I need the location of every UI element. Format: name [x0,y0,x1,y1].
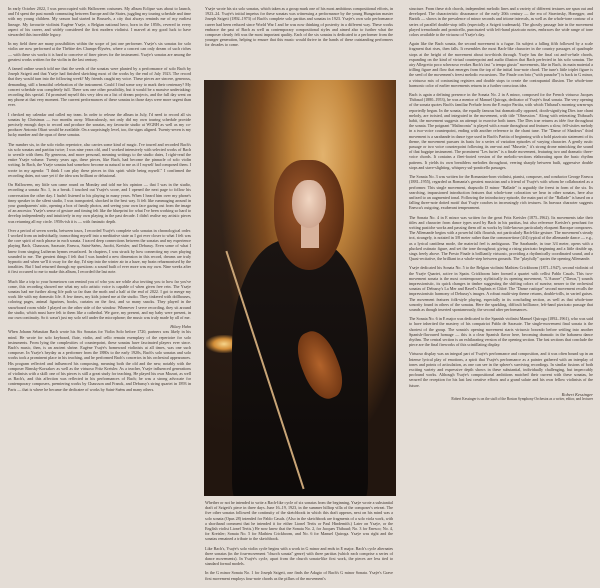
face [292,180,326,228]
paragraph: In early October 2022, I was preoccupied with Halloween costumes. My album Eclipse was about to launch, and I'd spent the past month commuting between Europe and the States, juggling my touring schedule and time with my young children. My season had started in Brussels, a city that always reminds me of my earliest lineage. My favourite violinist Eugène Ysaÿe, a Belgian national hero, born in the 1850s, revered in every aspect of his career, and widely considered the first modern violinist. I marvel at my good luck to have stewarded this incredible legacy. [8,6,191,38]
author-signature: Robert Kessinger [561,391,593,397]
paragraph: The Sonata No. 4 in E minor was written for the great Fritz Kreisler (1875–1962). Its movements take their titles and character from dance types used by Bach in his partitas, but also reference Kreisler's penchant for writing pastiche works and passing them off as works by little-known particularly eloquent Baroque composers. The Allemande begins with a powerful falls flourish, not particularly Bach-like gesture. The movement's steady trot, strangely, is notated in 3/8 meter rather than the common-time (4/4) typical of the allemande dance — e.g., as a lyrical cantilena mode, the material feel is ambiguous. The Sarabande, in true 3/4 meter, opens with a plucked ostinato figure, and set the tone throughout; giving a rising pizzicato beginning and a little double up, sings freely above. The Presto Finale is brilliantly virtuosic, providing a rhythmically coordinated sound, and a Quasi-recitative, the brilliant in a whole-step between grounds. The "playfully" quotes the opening Allemande. [409,214,593,262]
paragraph: A famed online search told me that the seeds of the sonatas were planted by a performance of solo Bach by Joseph Szigeti and that Ysaÿe had finished sketching most of the works by the end of July 1923. The record that they would turn into the following week? My friends caught my voice. These pieces are sincere, generous, demanding, still a beautiful celebration of the instrument. Could I find some way to mark their centenary? My concert schedule was completely full. There was one other possibility, but it would be a massive undertaking: recording this special. I'd promised myself this very idea on a list of dream projects, and the full day went on my phone at that very moment. The current performances of these sonatas in those days were more urgent than ever. [8,66,191,108]
paragraph: The number six, in the solo violin repertoire, also carries some kind of magic. I've toured and recorded Bach's six solo sonatas and partitas twice; I was nine years old, and I worked intensively with selected works of Bach to wrestle with them. By generous, and more personal, meaning writings to the studio dates, I right-read the entire Ysaÿe volume. Twenty years ago, these pieces, like Bach, had become the pinnacle of solo violin writing. In Bach, the Ysaÿe sonatas had somehow become as natural to me as if I myself had composed them. I wrote in my agenda: "I think I can play these pieces in this spirit while being myself." I confirmed the recording dates, not sure yet if the idea was brilliant or delusional. [8,141,191,178]
paragraph: structure. From these rich chords, independent melodic lines and a variety of different textures are spun out and developed. The characteristic dissonance of the early 20th century — the era of Stravinsky, Honegger, and Bartók — shows in the prevalence of minor seconds and tritone intervals, as well as the whole-tone contour of a series of parallel double-stop trills (especially a Szigeti trademark). The ghostly passage late in the movement played tremolando and ponticello, punctuated with left-hand pizzicato notes, embraces the wide range of tone colors available to the virtuoso of Ysaÿe's day. [409,6,593,38]
paragraph: Again like the Bach sonata, the second movement is a fugue. Its subject a falling fifth followed by a scale fragment that rises, then falls. It resembles the most Bach-like character in the country passages of quadruple stops at the height of the movement about two-thirds through. Ysaÿe has the final cat and-or-bale chords, expanding on the kind of virtual counterpoint and audio illusion that Bach perfected in his solo sonatas. The airy Allegretto poco scherzoso evokes Bach's fast "a tempo giusto" movements, like in Bach, its main material a trilling figure and flow that emerges from the top of the initial four-note chord. The tune's little triplet figure is the seed of the movement's freest melodic excursions. The Finale con brio ("with panache") is back in G minor, a virtuoso mix of contrasting registers and double stops to create the contrapuntal illusion. The whole-tone harmonic color of earlier movements returns in a further conscious idea. [409,41,593,88]
paragraph: Bach is again a defining presence in the Sonata No. 2 in A minor, composed for the French virtuoso Jacques Thibaud (1880–1953), he was a mentor of Manuel Quiroga, dedicator of Ysaÿe's final sonata. The very opening of the sonata quotes Bach's familiar Prelude from the E major Partita, with which Thibaud's morning warm-ups reportedly began. In the sonata, the equally famous but dramatically opposed, dooth-signifying Dies irae chant melody, are twisted, and integrated in the movement, with title "Obsession." Along with reiterating Thibaud's habit, the movement suggests an attempt to exorcise both tunes. The Dies irae returns as idée fixe throughout the sonata. The poignant "Malinconia" is played with a mute throughout and features a slow, fell-sixties melody in a two-voice counterpoint, ending with another reference to the chant tune. The "Danse of Shadows" third movement is a sarabande in dance type used in Bach's Partita of beginning with a bold pizzicato statement of its theme, the movement pursues its basis for a series of variation episodes of varying character. A gently rustic passage or two voice counterpoint following its one-out and "Musette," it's strong drone mimicking the sound of that bagpipe instrument. The prominent "Les furies" is a finale movement, featuring two and dramatic three-voice chords. It contains a fleet-footed version of the melodic-sections elaborating upon the basic rhythm patterns. It yields its own breathless melodies throughout, veering sharply between built, aggressive double stops and stave-slighting, whispery sul-ponticello passages. [409,92,593,170]
paragraph: On Halloween, my little son came round on Monday and told me his opinion — that I was in the studio, recording a sonata No. 1, in a break. I touched out Ysaÿe's score, and I opened the next page to follow his conversation the other day. I hadn't listened to his playing in many years. When I heard him over my phone's tinny speaker in the silent studio, I was transported, shocked in the best way. It felt like rummaging around in your grandparents' attic, opening a box of family photos, and seeing your own face gazing out from the image of an ancestor. Ysaÿe's sense of gesture and timing felt like the blueprint for what I've been working so hard to develop independently and intuitively in my own playing in the past decade. I didn't realise my artistic pieces was returning all my circle. 1950s-ish it is — with fantastic depth. [8,182,191,224]
author-signature: Hilary Hahn [170,324,191,330]
paragraph: The Sonata No. 3 was written for the Romanian-born violinist, pianist, composer, and conductor George Enescu (1881–1955), regarded as Romania's greatest musician and a friend of Ysaÿe's with whom he collaborated as a performer. This single movement, rhapsodic D minor "Ballade" is arguably the freest in form of the six. Its searching, impassioned introduction features that whole-tone coloration we hear in other sonatas, here also unfixed to an augmented tonal. Following the introductory episode, the main part of the "Ballade" is based on a falling three-note dotted motif that Ysaÿe coaches in increasingly rich textures. Its bravura character suggests Enescu's outgoing, exuberant temperament. [409,174,593,211]
text-column-left [8,6,191,582]
paragraph: The Sonata No. 6 in E major was dedicated to the Spanish violinist Manuel Quiroga (1892–1961), who was said to have inherited the mastery of his compatriot Pablo de Sarasate. The single-movement final sonata is the shortest of the group. The sonata's opening movement starts virtuosic bravado before settling into another Spanish-flavoured homage — this is a clear Spanish flavor here, becoming dramatic in the habanera dance rhythm. The central section is an exhilarating version of the opening section. The fast sections that conclude the piece are the final fireworks of this scintillating display. [409,316,593,348]
text-column-middle-top [205,6,393,78]
paragraph: Virtuoso display was an integral part of Ysaÿe's performance and composition, and it was often bound up in an Intense lyrical play of emotions, a spirit that Ysaÿe's performance as a painter gathered with an interplay of tones and points of articulation, as one can see in the sphere's surviving recordings. In similar fusions of both exciting variety and expressive depth shows in these substantial, individually challenging, but impeccably profound works. Although Ysaÿe's compositional ambitions matched their current with these sonatas, he secured the reception for his last last creative efforts and a grand salute and his own fellow violinists of the future. [409,351,593,388]
paragraph: Like Bach's, Ysaÿe's solo violin cycle begins with a work in G minor and ends in E major. Bach's cycle alternates three sonatas (in the four-movement "church sonata" genre) with three partitas (which each comprise a series of dance movements). In Ysaÿe's cycle, apart from the church sonata-like first work, the pieces are less tied to standard formal models. [205,545,393,567]
paragraph: Over a period of seven weeks, between tours, I recorded Ysaÿe's complete solo sonatas in chronological order. I worked from an individually, transcribing myself into a meditative state as I got ever closer to what I felt was the core spirit of each phrase in each sonata. I traced deep connections between the sonatas and my experience playing Bach, Chausson, Sarasate, Enescu, Saint-Saëns, Jacobi, Kreisler, and Debussy. Even some of what I knew from singing Lutheran hymns resurfaced. In chapters, I was struck by how connecting my own playing sounded to me. The greatest things I felt that I was handed a new dimension in this record, dreams are truly hypnotic and when we'll it sway for the day, I'd step into the winter air in a haze, my brain reharmonised by the tonalities. But I had returned through my questions: a sound built of ever more was my own. Nine weeks after it first occurred to me to make this album, I recorded the last note. [8,227,191,275]
paragraph: When Johann Sebastian Bach wrote his Six Sonatas for Violin Solo before 1720, partners was likely in his mind. He wrote for solo keyboard, flute, violin, and cello remain exemplary of the repertoire for solo instruments. From lying the complexities of counterpoint, these sonatas have fascinated players ever since. Bach's music, then, is an ancient shrine. Eugène Ysaÿe's homeward violinists at all times, was one such composer. In Ysaÿe's heyday as a performer from the 1880s to the early 1920s, Bach's solo sonatas and solo works took a prominent place in his teaching, and he performed Bach's concertos in his orchestral appearances. His program reflected and influenced his composing, meaning both the old and the new, notably with the composer Rimsky-Korsakov as well as the virtuoso Fritz Kreisler. As a teacher, Ysaÿe influenced generations of violinists with a skill: one of his pieces is still a great study for teaching. He played his own Mozart, as well as Bach's, and this affection was reflected in his performances of Bach; he was a strong advocate for contemporary composers, premiering works by Chausson and Franck, and Debussy's string quartet in 1893 in Paris — that is where he became the dedicatee of works by Saint-Saëns and many others. [8,329,191,392]
author-caption: Robert Kessinger is on the staff of the Boston Symphony Orchestra as a writer, editor, and lecturer [451,397,593,402]
paragraph: I checked my calendar and called my team. In order to release the album in July, I'd need to record all six sonatas by Christmas — two months away. Miraculously, not only did my own touring schedule provide precisely enough days to record and produce the sonatas, my favourite studio at WGBH as well as my co-producer Antonio Oliart would be available. On a surprisingly level, too, the signs aligned. Twenty-seven is my lucky number and the opus of these sonatas. [8,111,191,138]
paragraph: In the G minor Sonata No. 1 for Joseph Szigeti, one finds the Adagio of Bach's G minor Sonata. Ysaÿe's Grave first movement employs four-note chords as the pillars of the movement's [205,570,393,581]
violinist-photo [204,80,396,496]
paragraph: In my field there are many possibilities within the scope of just one performer. Ysaÿe's six sonatas for solo violin are now performed at the Théâtre des Champs-Élysées, where a concert can only dream of such riches — with these six works it is hard to conceive of finer pieces for the instrument. Ysaÿe's sonatas are among the greatest works written for the violin in the last century. [8,41,191,62]
black-dress [232,240,368,496]
text-column-right [409,6,593,582]
text-column-middle-bottom [205,500,393,584]
paragraph: Ysaÿe dedicated his Sonata No. 5 to the Belgian violinist Mathieu Crickboom (1871–1947), second violinist of the Ysaÿe Quartet, active in Spain. Crickboom later formed a quartet with cellist Pablo Casals. This two-movement sonata is the most contemporary stylistically its opening movement, "L'Aurore" ("Dawn,") sounds impressionistic, its quick changes in timbre suggesting the shifting colors of sunrise, nearer to the orchestral sonatas of Debussy's La Mer and Ravel's Daphnis et Chloé. The "Danse rustique" second movement recalls the impressionistic harmony of Debussy's images. A robust multi-step theme returns, double-trills, in varied guises. The movement features folk-style playing, especially in its concluding section, as well as that whole-tone sonority found in others of the sonatas. Here the sparkling, difficult brilliance, left-hand pizzicato passage that sounds as though inserted spontaneously, the second after performances. [409,265,593,312]
paragraph: Much like a trip to your hometown can remind you of who you are while also inviting you to how far you've come, this recording showed me what my solo artistic voice is capable of when given free rein. The Ysaÿe sonatas had me further along life path so far than the moth and a half at the end of 2022. I got to merge my work life with my domestic life. A few times, my kids joined me at the studio. They tinkered with dollhouses, coloring pages, animal figurines, books, curtains on the first, and so many snacks. They played in the snowboard room while I played on the other side of the window. Whenever I serve recording, they sit around the studio, which must have felt to them like a cathedral. We gave, my present, and my baby were present, in our own continuity. So it wasn't just my solo self under the microphone; the music was truly made by all of me. [8,278,191,320]
paragraph: Ysaÿe wrote his six solo sonatas, which taken as a group mark one of his most ambitious compositional efforts, in 1923–24. Ysaÿe's initial impetus for these sonatas was witnessing a performance by the young Hungarian master Joseph Szigeti (1892–1973) of Bach's complete solo partitas and sonatas in 1923. Ysaÿe's own solo performance career had been reduced since World War I and he was now thinking of posterity in a different way. These works embrace the past of Bach as well as contemporary compositional styles and aimed also to further what the composer clearly felt was the most important quality. Each of the six sonatas is dedicated to a performer from the younger generation, helping to ensure that this music would thrive in the hands of these outstanding performers for decades to come. [205,6,393,48]
paragraph: Whether or not he intended to write a Bach-like cycle of six sonatas from the beginning, Ysaÿe wrote a substantial draft of Szigeti's piece in three days. June 16–19, 1923, in the summer hilltop villa of the composer's retreat. The five other sonatas followed the continuity of the sketchbook in which this draft appears, next on his mind was a solo sonata (Opus 28) intended for Pablo Casals. (Also in the sketchbook are fragments of a solo viola work, with a shorthand comment that he intended it for either Lionel Tertis or Paul Hindemith.) Later on Ysaÿe, or the English violist Lionel Tertis.) He now knew that the Sonata No. 2, for Jacques Thibaud; No. 3 for Enesco; No. 4, for Kreisler; Sonata No. 5 for Mathieu Crickboom, and No. 6 for Manuel Quiroga. Ysaÿe was right and the sonatas remained a tribute to the sketchbook. [205,500,393,542]
